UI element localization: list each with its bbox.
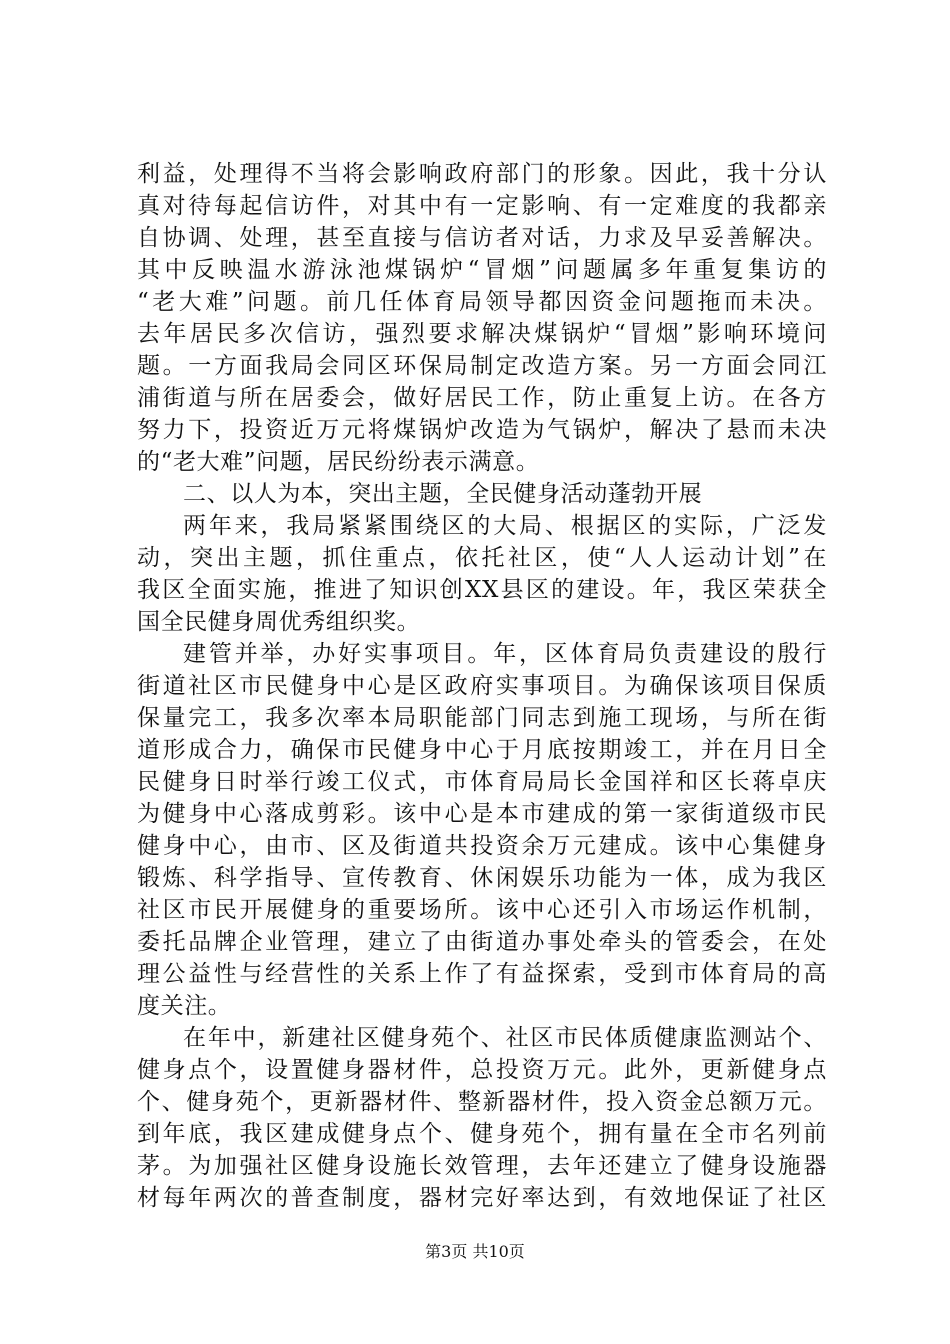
text-line: 度关注。	[137, 993, 232, 1019]
text-line: 健身中心，由市、区及街道共投资余万元建成。该中心集健身	[137, 833, 827, 859]
text-line: 道形成合力，确保市民健身中心于月底按期竣工，并在月日全	[137, 737, 827, 763]
text-line: 锻炼、科学指导、宣传教育、休闲娱乐功能为一体，成为我区	[137, 865, 827, 891]
text-line: 材每年两次的普查制度，器材完好率达到，有效地保证了社区	[137, 1185, 827, 1211]
text-line: 在年中，新建社区健身苑个、社区市民体质健康监测站个、	[183, 1025, 827, 1051]
text-line: 利益，处理得不当将会影响政府部门的形象。因此，我十分认	[137, 161, 827, 187]
text-line: 二、以人为本，突出主题，全民健身活动蓬勃开展	[183, 481, 703, 507]
text-line: 民健身日时举行竣工仪式，市体育局局长金国祥和区长蒋卓庆	[137, 769, 827, 795]
document-body	[137, 158, 827, 1214]
text-line: 建管并举，办好实事项目。年，区体育局负责建设的殷行	[183, 641, 827, 667]
text-line: 委托品牌企业管理，建立了由街道办事处牵头的管委会，在处	[137, 929, 827, 955]
text-line: 到年底，我区建成健身点个、健身苑个，拥有量在全市名列前	[137, 1121, 827, 1147]
text-line: 动，突出主题，抓住重点，依托社区，使“人人运动计划”在	[137, 545, 827, 571]
text-line: 理公益性与经营性的关系上作了有益探索，受到市体育局的高	[137, 961, 827, 987]
text-line: 国全民健身周优秀组织奖。	[137, 609, 421, 635]
text-line: 题。一方面我局会同区环保局制定改造方案。另一方面会同江	[137, 353, 827, 379]
text-line: 的“老大难”问题，居民纷纷表示满意。	[137, 449, 540, 475]
text-line: 街道社区市民健身中心是区政府实事项目。为确保该项目保质	[137, 673, 827, 699]
text-line: 茅。为加强社区健身设施长效管理，去年还建立了健身设施器	[137, 1153, 827, 1179]
text-line: 保量完工，我多次率本局职能部门同志到施工现场，与所在街	[137, 705, 827, 731]
text-line: 自协调、处理，甚至直接与信访者对话，力求及早妥善解决。	[137, 225, 827, 251]
text-line: 健身点个，设置健身器材件，总投资万元。此外，更新健身点	[137, 1057, 827, 1083]
text-line: 两年来，我局紧紧围绕区的大局、根据区的实际，广泛发	[183, 513, 827, 539]
text-line: 浦街道与所在居委会，做好居民工作，防止重复上访。在各方	[137, 385, 827, 411]
text-line: 为健身中心落成剪彩。该中心是本市建成的第一家街道级市民	[137, 801, 827, 827]
text-line: 去年居民多次信访，强烈要求解决煤锅炉“冒烟”影响环境问	[137, 321, 827, 347]
text-line: 我区全面实施，推进了知识创XX县区的建设。年，我区荣获全	[137, 577, 827, 603]
text-line: 社区市民开展健身的重要场所。该中心还引入市场运作机制，	[137, 897, 827, 923]
text-line: 其中反映温水游泳池煤锅炉“冒烟”问题属多年重复集访的	[137, 257, 827, 283]
text-line: 努力下，投资近万元将煤锅炉改造为气锅炉，解决了悬而未决	[137, 417, 827, 443]
text-line: “老大难”问题。前几任体育局领导都因资金问题拖而未决。	[137, 289, 827, 315]
text-line: 个、健身苑个，更新器材件、整新器材件，投入资金总额万元。	[137, 1089, 827, 1115]
text-line: 真对待每起信访件，对其中有一定影响、有一定难度的我都亲	[137, 193, 827, 219]
page-footer: 第3页 共10页	[425, 1242, 525, 1261]
